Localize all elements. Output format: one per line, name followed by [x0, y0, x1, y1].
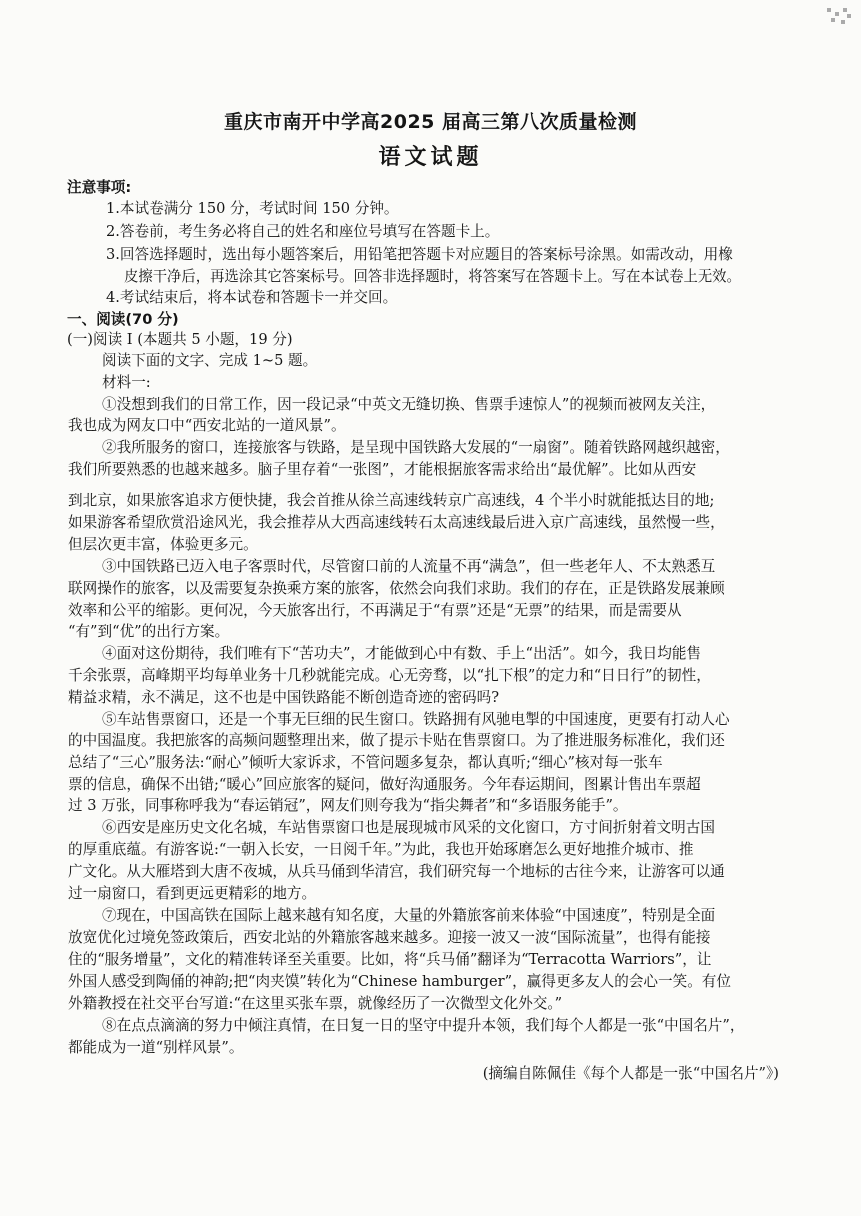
article-line: ③中国铁路已迈入电子客票时代，尽管窗口前的人流量不再“满急”，但一些老年人、不太熟悉互	[102, 558, 716, 575]
corner-mark-icon	[827, 8, 853, 28]
notice-item: 1.本试卷满分 150 分，考试时间 150 分钟。	[106, 200, 399, 217]
article-line: 精益求精，永不满足，这不也是中国铁路能不断创造奇迹的密码吗?	[68, 689, 500, 706]
section-instruction: 阅读下面的文字、完成 1~5 题。	[102, 352, 318, 369]
article-line: ②我所服务的窗口，连接旅客与铁路，是呈现中国铁路大发展的“一扇窗”。随着铁路网越织越密，	[102, 439, 730, 456]
article-line: 外国人感受到陶俑的神韵;把“肉夹馍”转化为“Chinese hamburger”，赢得更多友人的会心一笑。有位	[68, 973, 731, 990]
article-line: “有”到“优”的出行方案。	[68, 623, 230, 640]
article-line: 外籍教授在社交平台写道:“在这里买张车票，就像经历了一次微型文化外交。”	[68, 995, 563, 1012]
article-line: 都能成为一道“别样风景”。	[68, 1039, 244, 1056]
article-line: ①没想到我们的日常工作，因一段记录“中英文无缝切换、售票手速惊人”的视频而被网友关注，	[102, 396, 716, 413]
notice-item: 4.考试结束后，将本试卷和答题卡一并交回。	[106, 289, 398, 306]
article-line: 如果游客希望欣赏沿途风光，我会推荐从大西高速线转石太高速线最后进入京广高速线，虽然慢一些，	[68, 514, 725, 531]
material-label: 材料一:	[102, 374, 151, 391]
notice-item: 皮擦干净后，再选涂其它答案标号。回答非选择题时，将答案写在答题卡上。写在本试卷上无效。	[124, 268, 741, 285]
exam-title: 重庆市南开中学高2025 届高三第八次质量检测	[224, 111, 637, 133]
article-line: 但层次更丰富，体验更多元。	[68, 536, 258, 553]
article-line: ⑧在点点滴滴的努力中倾注真情，在日复一日的坚守中提升本领，我们每个人都是一张“中国名片”，	[102, 1017, 745, 1034]
article-line: 我们所要熟悉的也越来越多。脑子里存着“一张图”，才能根据旅客需求给出“最优解”。比如从西安	[68, 461, 697, 478]
article-line: 过一扇窗口，看到更远更精彩的地方。	[68, 885, 317, 902]
article-line: 票的信息，确保不出错;“暖心”回应旅客的疑问，做好沟通服务。今年春运期间，图累计售出车票超	[68, 776, 701, 793]
article-line: ④面对这份期待，我们唯有下“苦功夫”，才能做到心中有数、手上“出活”。如今，我日均能售	[102, 645, 702, 662]
article-line: 放宽优化过境免签政策后，西安北站的外籍旅客越来越多。迎接一波又一波“国际流量”，也得有能接	[68, 929, 711, 946]
article-line: ⑦现在，中国高铁在国际上越来越有知名度，大量的外籍旅客前来体验“中国速度”，特别是全面	[102, 907, 716, 924]
article-line: 总结了“三心”服务法:“耐心”倾听大家诉求，不管问题多复杂，都认真听;“细心”核对每一张车	[68, 754, 663, 771]
article-line: 的厚重底蕴。有游客说:“一朝入长安，一日阅千年。”为此，我也开始琢磨怎么更好地推介城市、推	[68, 841, 694, 858]
article-source: (摘编自陈佩佳《每个人都是一张“中国名片”》)	[482, 1065, 779, 1082]
exam-subtitle: 语文试题	[378, 145, 483, 170]
article-line: 住的“服务增量”，文化的精准转译至关重要。比如，将“兵马俑”翻译为“Terracotta Warriors”，让	[68, 951, 712, 968]
notice-item: 2.答卷前，考生务必将自己的姓名和座位号填写在答题卡上。	[106, 223, 500, 240]
notice-heading: 注意事项:	[67, 179, 132, 196]
article-line: 到北京，如果旅客追求方便快捷，我会首推从徐兰高速线转京广高速线，4 个半小时就能抵达目的地;	[68, 492, 715, 509]
article-line: 我也成为网友口中“西安北站的一道风景”。	[68, 417, 346, 434]
article-line: 过 3 万张，同事称呼我为“春运销冠”，网友们则夸我为“指尖舞者”和“多语服务能手”。	[68, 797, 628, 814]
article-line: 效率和公平的缩影。更何况，今天旅客出行，不再满足于“有票”还是“无票”的结果，而是需要从	[68, 602, 682, 619]
section-subheading: (一)阅读 I (本题共 5 小题，19 分)	[67, 331, 293, 348]
article-line: ⑥西安是座历史文化名城，车站售票窗口也是展现城市风采的文化窗口，方寸间折射着文明古国	[102, 819, 715, 836]
article-line: ⑤车站售票窗口，还是一个事无巨细的民生窗口。铁路拥有风驰电掣的中国速度，更要有打动人心	[102, 711, 730, 728]
article-line: 广文化。从大雁塔到大唐不夜城，从兵马俑到华清宫，我们研究每一个地标的古往今来，让游客可以通	[68, 863, 725, 880]
section-heading: 一、阅读(70 分)	[67, 311, 179, 328]
article-line: 的中国温度。我把旅客的高频问题整理出来，做了提示卡贴在售票窗口。为了推进服务标准化，我们还	[68, 732, 725, 749]
article-line: 千余张票，高峰期平均每单业务十几秒就能完成。心无旁骛，以“扎下根”的定力和“日日行”的韧性，	[68, 667, 711, 684]
article-line: 联网操作的旅客，以及需要复杂换乘方案的旅客，依然会向我们求助。我们的存在，正是铁路发展兼顾	[68, 580, 725, 597]
notice-item: 3.回答选择题时，选出每小题答案后，用铅笔把答题卡对应题目的答案标号涂黑。如需改动，用橡	[106, 246, 733, 263]
